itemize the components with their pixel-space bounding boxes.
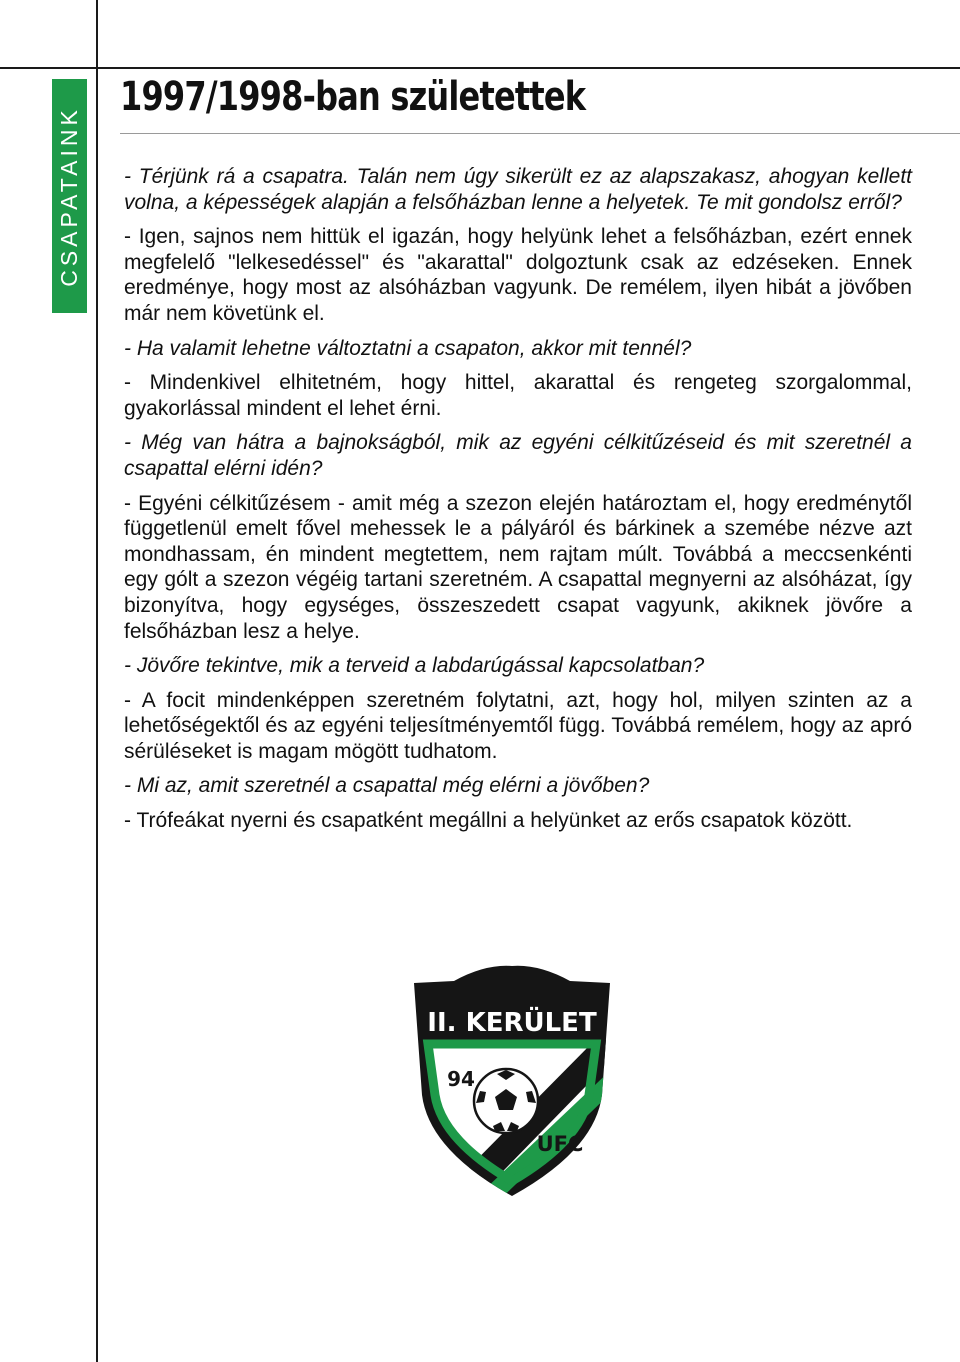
interview-body	[124, 164, 912, 843]
section-tab-label: CSAPATAINK	[56, 105, 82, 287]
interview-answer: - Igen, sajnos nem hittük el igazán, hogy helyünk lehet a felsőházban, ezért ennek megfelelő "lelkesedéssel" és "akarattal" dolgoztunk csak az edzéseken. Ennek eredménye, hogy most az alsóházban vagyunk. De remélem, ilyen hibát a jövőben már nem követünk el.	[124, 225, 912, 325]
interview-question: - Mi az, amit szeretnél a csapattal még elérni a jövőben?	[124, 774, 650, 798]
club-crest-logo	[405, 962, 619, 1200]
interview-answer: - Mindenkivel elhitetném, hogy hittel, akarattal és rengeteg szorgalommal, gyakorlással mindent el lehet érni.	[124, 371, 912, 420]
left-margin-rule	[96, 0, 98, 1362]
title-underline	[120, 133, 960, 134]
crest-year-text: 94	[447, 1067, 475, 1091]
interview-question: - Térjünk rá a csapatra. Talán nem úgy sikerült ez az alapszakasz, ahogyan kellett volna, a képességek alapján a felsőházban lenne a helyetek. Te mit gondolsz erről?	[124, 165, 912, 214]
interview-question: - Ha valamit lehetne változtatni a csapaton, akkor mit tennél?	[124, 336, 692, 360]
page-title: 1997/1998-ban születettek	[120, 74, 586, 120]
top-header-rule	[0, 67, 960, 69]
football-icon	[474, 1069, 538, 1133]
crest-club-text: UFC	[536, 1132, 584, 1156]
interview-answer: - Trófeákat nyerni és csapatként megállni a helyünket az erős csapatok között.	[124, 809, 853, 833]
interview-question: - Még van hátra a bajnokságból, mik az egyéni célkitűzéseid és mit szeretnél a csapattal elérni idén?	[124, 431, 912, 480]
interview-answer: - A focit mindenképpen szeretném folytatni, azt, hogy hol, milyen szinten az a lehetőségektől és az egyéni teljesítményemtől függ. Továbbá remélem, hogy az apró sérüléseket is magam mögött tudhatom.	[124, 688, 912, 763]
crest-name-text: II. KERÜLET	[427, 1008, 597, 1038]
interview-answer: - Egyéni célkitűzésem - amit még a szezon elején határoztam el, hogy eredménytől függetlenül emelt fővel mehessek le a pályáról és bárkinek a szemébe nézve azt mondhassam, én mindent megtettem, nem rajtam múlt. Továbbá a meccsenkénti egy gólt a szezon végéig tartani szeretném. A csapattal megnyerni az alsóházat, így bizonyítva, hogy egységes, összeszedett csapat vagyunk, akiknek jövőre a felsőházban lesz a helye.	[124, 491, 912, 643]
interview-question: - Jövőre tekintve, mik a terveid a labdarúgással kapcsolatban?	[124, 654, 705, 678]
section-tab	[52, 79, 87, 313]
